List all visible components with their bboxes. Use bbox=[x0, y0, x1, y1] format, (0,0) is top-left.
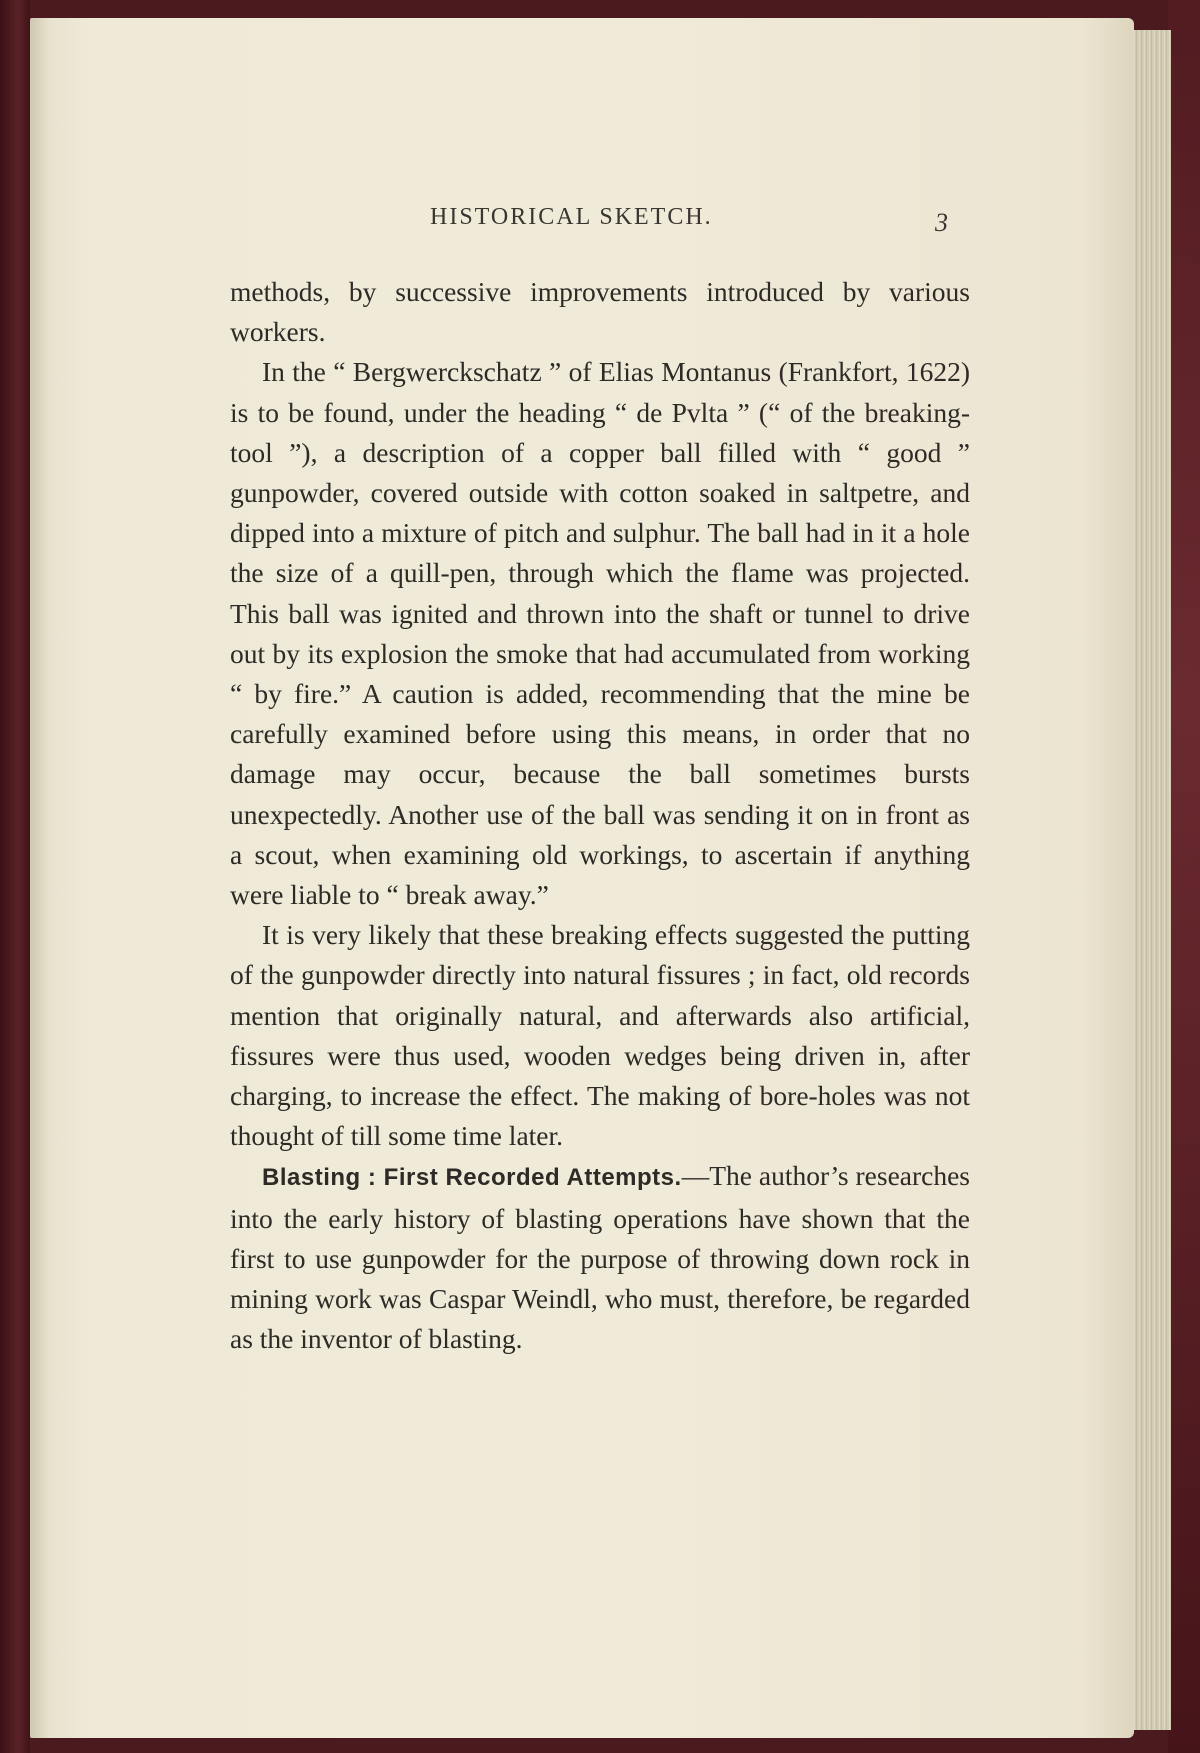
paragraph-breaking-effects: It is very likely that these breaking effects suggested the putting of the gunpowder directly into natural fissures ; in fact, old records mention that originally natural, and afterwards also artificial, fissures were thus used, wooden wedges being driven in, after charging, to increase the effect. The making of bore-holes was not thought of till some time later. bbox=[230, 919, 970, 1152]
paragraph-blasting bbox=[230, 1156, 970, 1359]
running-title: HISTORICAL SKETCH. bbox=[430, 204, 713, 230]
section-heading: Blasting : First Recorded Attempts. bbox=[262, 1164, 682, 1192]
book-page bbox=[30, 18, 1134, 1738]
page-edges bbox=[1132, 30, 1171, 1730]
paragraph-continuation: methods, by successive improvements introduced by various workers. bbox=[230, 276, 970, 348]
paragraph-blasting-text: —The author’s researches into the early history of blasting operations have shown that the first to use gunpowder for the purpose of throwing down rock in mining work was Caspar Weindl, who must, therefore, be regarded as the inventor of blasting. bbox=[230, 1160, 971, 1355]
book-cover-right bbox=[1168, 0, 1200, 1753]
paragraph-bergwerckschatz: In the “ Bergwerckschatz ” of Elias Montanus (Frankfort, 1622) is to be found, under the heading “ de Pvlta ” (“ of the breaking-tool ”), a description of a copper ball filled with “ good ” gunpowder, covered outside with cotton soaked in saltpetre, and dipped into a mixture of pitch and sulphur. The ball had in it a hole the size of a quill-pen, through which the flame was projected. This ball was ignited and thrown into the shaft or tunnel to drive out by its explosion the smoke that had accumulated from working “ by fire.” A caution is added, recommending that the mine be carefully examined before using this means, in order that no damage may occur, because the ball sometimes bursts unexpectedly. Another use of the ball was sending it on in front as a scout, when examining old workings, to ascertain if anything were liable to “ break away.” bbox=[230, 356, 970, 911]
running-head bbox=[30, 204, 1134, 244]
page-number: 3 bbox=[935, 208, 948, 237]
body-text bbox=[230, 272, 970, 1359]
book-cover-left bbox=[0, 0, 30, 1753]
